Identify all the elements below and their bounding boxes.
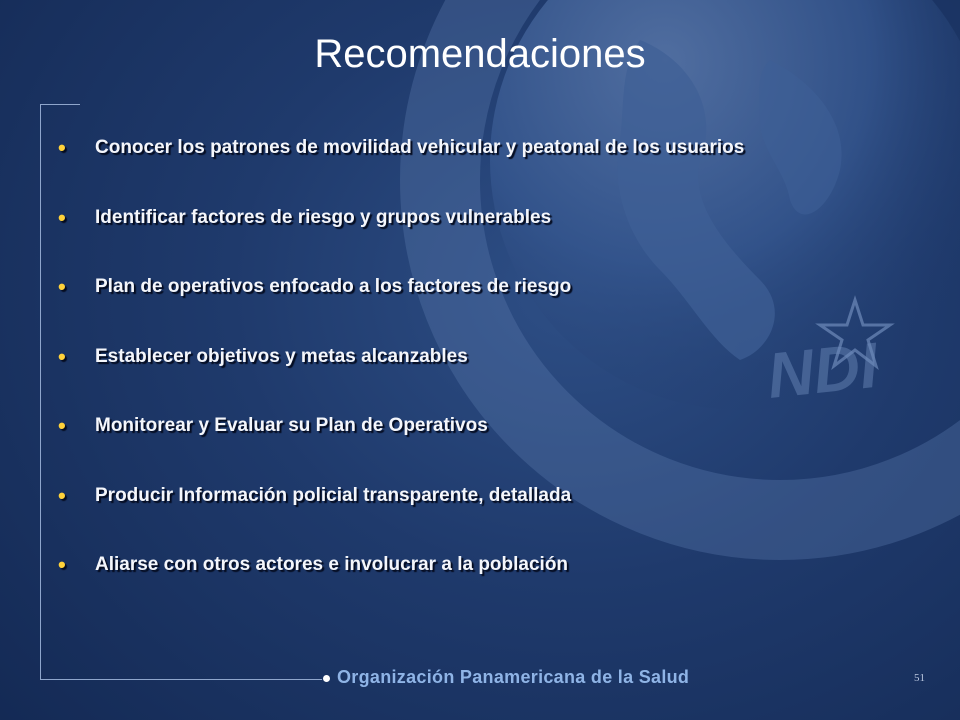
bullet-dot-icon: • <box>58 482 66 508</box>
bullet-text: Conocer los patrones de movilidad vehicular y peatonal de los usuarios <box>95 137 745 158</box>
frame-line-bottom <box>40 679 322 680</box>
bullet-text: Identificar factores de riesgo y grupos vulnerables <box>95 206 552 228</box>
list-item <box>58 275 744 345</box>
bullet-text: Establecer objetivos y metas alcanzables <box>95 345 468 367</box>
bullet-text: Aliarse con otros actores e involucrar a la población <box>95 554 569 575</box>
footer-organization: Organización Panamericana de la Salud <box>337 667 690 687</box>
svg-text:NDI: NDI <box>763 328 882 412</box>
list-item <box>58 553 744 623</box>
bullet-dot-icon: • <box>58 135 66 160</box>
recommendation-list <box>58 136 744 623</box>
bullet-dot-icon: • <box>58 552 66 577</box>
bullet-text: Producir Información policial transparente, detallada <box>95 484 572 506</box>
list-item <box>58 484 744 554</box>
page-number: 51 <box>914 672 925 684</box>
frame-line-left <box>40 104 41 679</box>
bullet-dot-icon: • <box>58 343 66 369</box>
bullet-text: Plan de operativos enfocado a los factores de riesgo <box>95 276 572 297</box>
list-item <box>58 345 744 415</box>
list-item <box>58 136 744 206</box>
bullet-text: Monitorear y Evaluar su Plan de Operativos <box>95 415 488 436</box>
list-item <box>58 206 744 276</box>
list-item <box>58 414 744 484</box>
slide-title: Recomendaciones <box>314 32 646 76</box>
bullet-dot-icon: • <box>58 274 66 299</box>
bullet-dot-icon: • <box>58 413 66 438</box>
bullet-dot-icon: • <box>58 204 66 230</box>
frame-line-top <box>40 104 80 105</box>
footer-dot-icon <box>323 675 330 682</box>
